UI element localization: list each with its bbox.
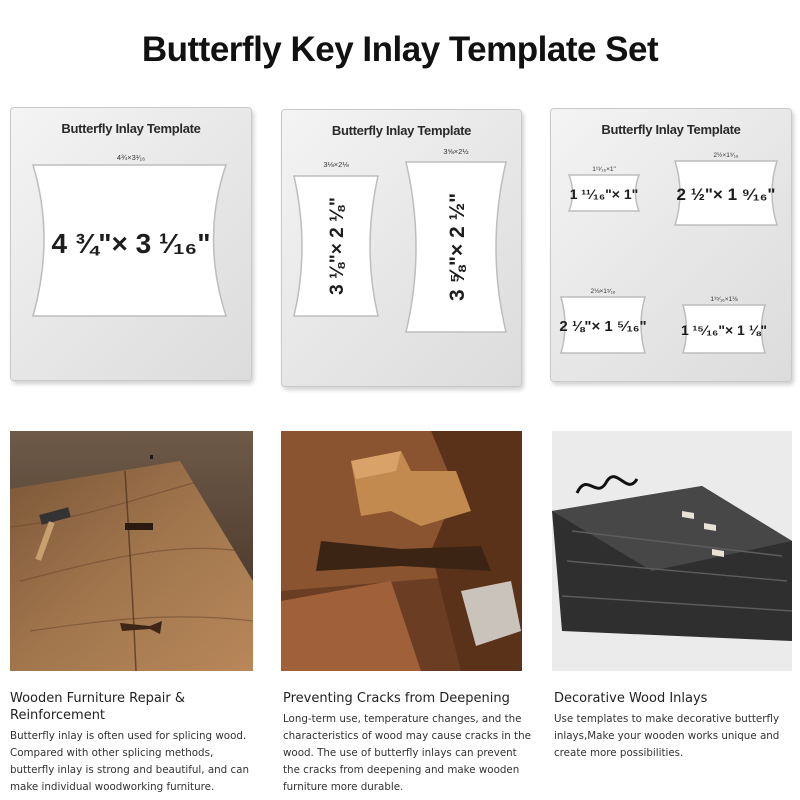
template-cutouts: [11, 108, 251, 380]
feature-title: Decorative Wood Inlays: [554, 691, 708, 706]
crack-repair-photo: [281, 431, 522, 671]
cutout-size-label: 3 ⅛"× 2 ⅛": [327, 197, 348, 295]
template-plate-medium: [281, 109, 522, 387]
template-label: Butterfly Inlay Template: [331, 123, 472, 138]
page-title: Butterfly Key Inlay Template Set: [141, 30, 659, 69]
template-cutouts: [551, 109, 791, 381]
workbench-photo: [10, 431, 253, 671]
feature-title: Wooden Furniture Repair & Reinforcement: [10, 691, 186, 723]
cutout-size-label: 1 ¹¹⁄₁₆"× 1": [569, 186, 639, 202]
cutout-size-label: 1 ¹⁵⁄₁₆"× 1 ⅛": [680, 322, 768, 338]
feature-title: Preventing Cracks from Deepening: [283, 691, 510, 706]
crack-illustration: [281, 431, 522, 671]
cutout-small-size: 3⅛×2⅛: [323, 160, 349, 169]
feature-description: Use templates to make decorative butterfly inlays,Make your wooden works unique and create more possibilities.: [554, 713, 780, 759]
template-label: Butterfly Inlay Template: [61, 121, 201, 136]
decorative-inlay-photo: [552, 431, 792, 671]
cutout-small-size: 1¹⁵⁄₁₆×1⅛: [710, 296, 738, 303]
cutout-small-size: 4¾×3¹⁄₁₆: [116, 153, 146, 162]
cutout-small-size: 2½×1⁹⁄₁₆: [713, 152, 739, 159]
feature-description: Butterfly inlay is often used for splicing wood. Compared with other splicing methods, butterfly inlay is strong and beautiful, and can make individual woodworking furniture.: [10, 730, 249, 793]
template-cutouts: [282, 110, 521, 386]
workbench-illustration: [10, 431, 253, 671]
template-plate-large: [10, 107, 252, 381]
cutout-size-label: 2 ½"× 1 ⁹⁄₁₆": [676, 185, 776, 204]
cutout-size-label: 3 ⅝"× 2 ½": [446, 192, 469, 302]
template-plate-small: [550, 108, 792, 382]
cutout-size-label: 4 ¾"× 3 ¹⁄₁₆": [51, 228, 211, 259]
template-label: Butterfly Inlay Template: [601, 122, 741, 137]
feature-description: Long-term use, temperature changes, and the characteristics of wood may cause cracks in the wood. The use of butterfly inlays can prevent the cracks from deepening and make wooden furniture more durable.: [283, 713, 531, 793]
cutout-size-label: 2 ⅛"× 1 ⁵⁄₁₆": [559, 318, 647, 335]
cutout-small-size: 2⅛×1⁵⁄₁₆: [590, 288, 616, 295]
inlay-board-illustration: [552, 431, 792, 671]
cutout-small-size: 1¹¹⁄₁₆×1": [592, 166, 616, 173]
cutout-small-size: 3⅝×2½: [443, 147, 469, 156]
